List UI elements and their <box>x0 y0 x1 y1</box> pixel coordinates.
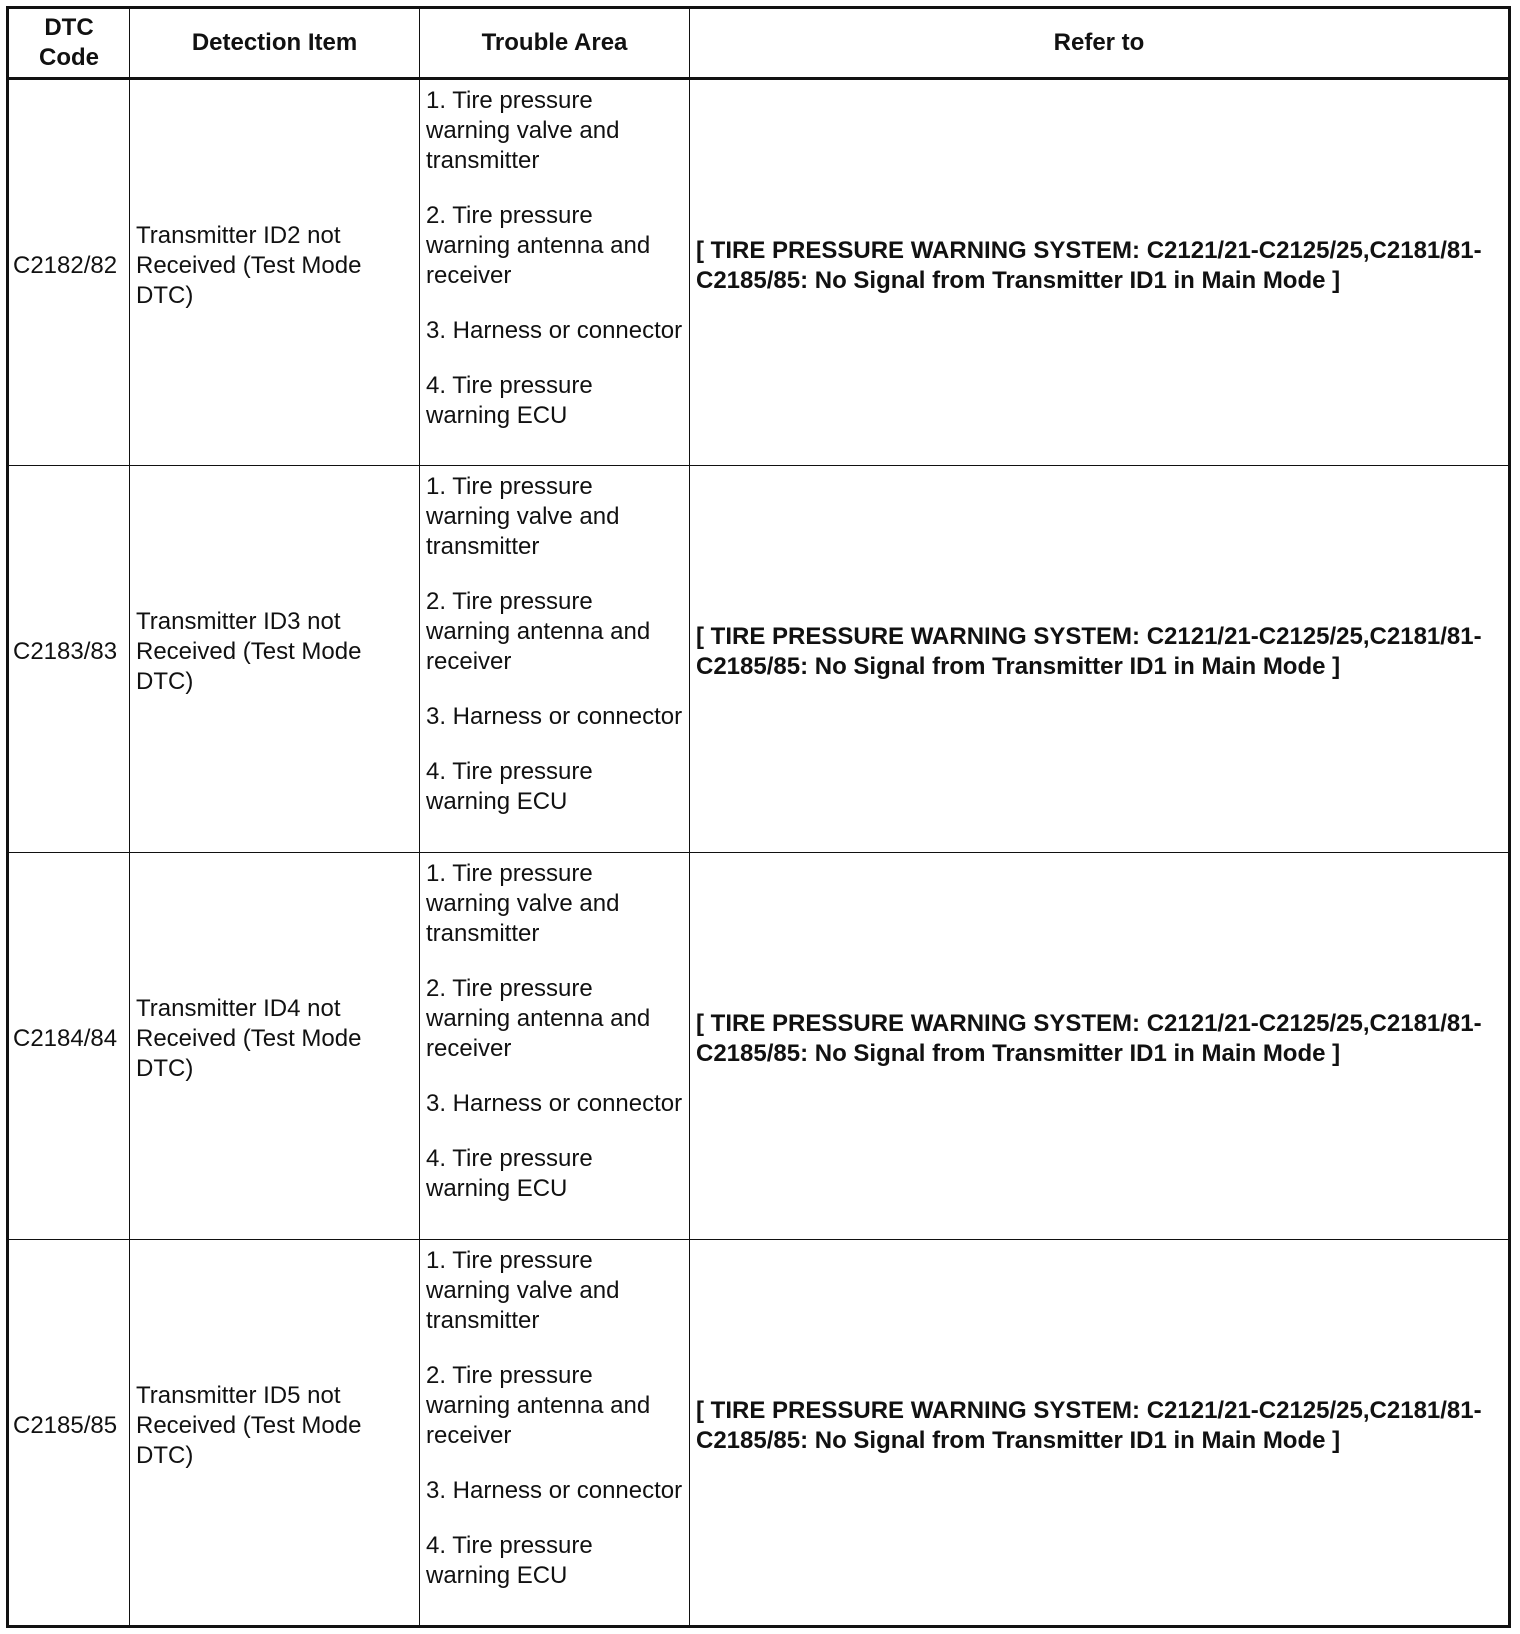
detection-item-cell: Transmitter ID5 not Received (Test Mode DTC) <box>130 1240 420 1627</box>
trouble-area-item: 3. Harness or connector <box>426 1090 683 1117</box>
dtc-code-cell: C2182/82 <box>8 79 130 466</box>
trouble-area-item: 3. Harness or connector <box>426 1477 683 1504</box>
trouble-area-item: 2. Tire pressure warning antenna and receiver <box>426 588 651 675</box>
table-row <box>8 853 1510 1240</box>
trouble-area-item: 4. Tire pressure warning ECU <box>426 1145 593 1202</box>
dtc-code-cell: C2185/85 <box>8 1240 130 1627</box>
trouble-area-item: 4. Tire pressure warning ECU <box>426 372 593 429</box>
table-row <box>8 79 1510 466</box>
trouble-area-cell <box>420 466 690 853</box>
trouble-area-item: 2. Tire pressure warning antenna and receiver <box>426 975 651 1062</box>
dtc-table <box>6 6 1511 1628</box>
trouble-area-item: 4. Tire pressure warning ECU <box>426 758 593 815</box>
header-detection-item: Detection Item <box>130 8 420 79</box>
trouble-area-item: 4. Tire pressure warning ECU <box>426 1532 593 1589</box>
refer-to-cell: [ TIRE PRESSURE WARNING SYSTEM: C2121/21-C2125/25,C2181/81-C2185/85: No Signal from Transmitter ID1 in Main Mode ] <box>690 466 1510 853</box>
trouble-area-item: 1. Tire pressure warning valve and transmitter <box>426 87 620 174</box>
trouble-area-item: 1. Tire pressure warning valve and transmitter <box>426 1247 620 1334</box>
detection-item-cell: Transmitter ID3 not Received (Test Mode DTC) <box>130 466 420 853</box>
header-trouble-area: Trouble Area <box>420 8 690 79</box>
header-refer-to: Refer to <box>690 8 1510 79</box>
refer-to-cell: [ TIRE PRESSURE WARNING SYSTEM: C2121/21-C2125/25,C2181/81-C2185/85: No Signal from Transmitter ID1 in Main Mode ] <box>690 1240 1510 1627</box>
trouble-area-item: 3. Harness or connector <box>426 703 683 730</box>
table-row <box>8 1240 1510 1627</box>
detection-item-cell: Transmitter ID2 not Received (Test Mode DTC) <box>130 79 420 466</box>
trouble-area-item: 3. Harness or connector <box>426 317 683 344</box>
trouble-area-item: 1. Tire pressure warning valve and transmitter <box>426 860 620 947</box>
table-row <box>8 466 1510 853</box>
detection-item-cell: Transmitter ID4 not Received (Test Mode DTC) <box>130 853 420 1240</box>
dtc-code-cell: C2184/84 <box>8 853 130 1240</box>
refer-to-cell: [ TIRE PRESSURE WARNING SYSTEM: C2121/21-C2125/25,C2181/81-C2185/85: No Signal from Transmitter ID1 in Main Mode ] <box>690 79 1510 466</box>
refer-to-cell: [ TIRE PRESSURE WARNING SYSTEM: C2121/21-C2125/25,C2181/81-C2185/85: No Signal from Transmitter ID1 in Main Mode ] <box>690 853 1510 1240</box>
header-dtc-code: DTC Code <box>8 8 130 79</box>
trouble-area-cell <box>420 1240 690 1627</box>
trouble-area-cell <box>420 79 690 466</box>
header-row <box>8 8 1510 79</box>
dtc-code-cell: C2183/83 <box>8 466 130 853</box>
trouble-area-item: 2. Tire pressure warning antenna and receiver <box>426 1362 651 1449</box>
trouble-area-item: 2. Tire pressure warning antenna and receiver <box>426 202 651 289</box>
trouble-area-cell <box>420 853 690 1240</box>
trouble-area-item: 1. Tire pressure warning valve and transmitter <box>426 473 620 560</box>
